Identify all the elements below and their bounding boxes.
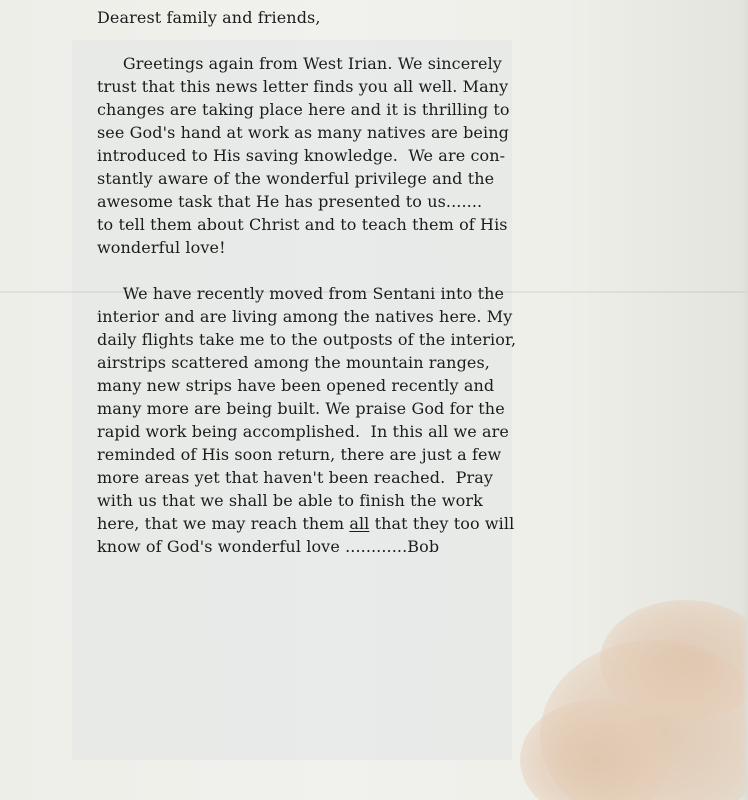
text-line: daily flights take me to the outposts of the interior, [97,330,517,349]
text-line: many more are being built. We praise God for the [97,399,505,418]
text-line: introduced to His saving knowledge. We are con- [97,146,506,165]
closing-line: know of God's wonderful love ............Bob [97,537,440,556]
salutation: Dearest family and friends, [97,8,321,27]
text-line: Greetings again from West Irian. We sincerely [97,54,502,73]
text-line: We have recently moved from Sentani into the [97,284,505,303]
text-line: see God's hand at work as many natives are being [97,123,509,142]
text-line: wonderful love! [97,238,226,257]
paragraph-1 [97,52,567,259]
text-line: reminded of His soon return, there are just a few [97,445,502,464]
text-line: interior and are living among the natives here. My [97,307,513,326]
text-line: awesome task that He has presented to us....... [97,192,483,211]
text-line: to tell them about Christ and to teach them of His [97,215,508,234]
underlined-word: all [349,514,370,533]
paper-edge-shadow [742,0,748,800]
text-line: many new strips have been opened recently and [97,376,495,395]
text-line-with-underline [97,512,567,535]
text-line: stantly aware of the wonderful privilege and the [97,169,495,188]
text-line: with us that we shall be able to finish the work [97,491,483,510]
letter-body [97,6,567,558]
paragraph-2 [97,282,567,558]
text-segment: here, that we may reach them [97,514,350,533]
text-line: airstrips scattered among the mountain ranges, [97,353,490,372]
text-line: trust that this news letter finds you all well. Many [97,77,509,96]
text-segment: that they too will [369,514,515,533]
text-line: rapid work being accomplished. In this all we are [97,422,509,441]
text-line: changes are taking place here and it is thrilling to [97,100,510,119]
text-line: more areas yet that haven't been reached. Pray [97,468,494,487]
